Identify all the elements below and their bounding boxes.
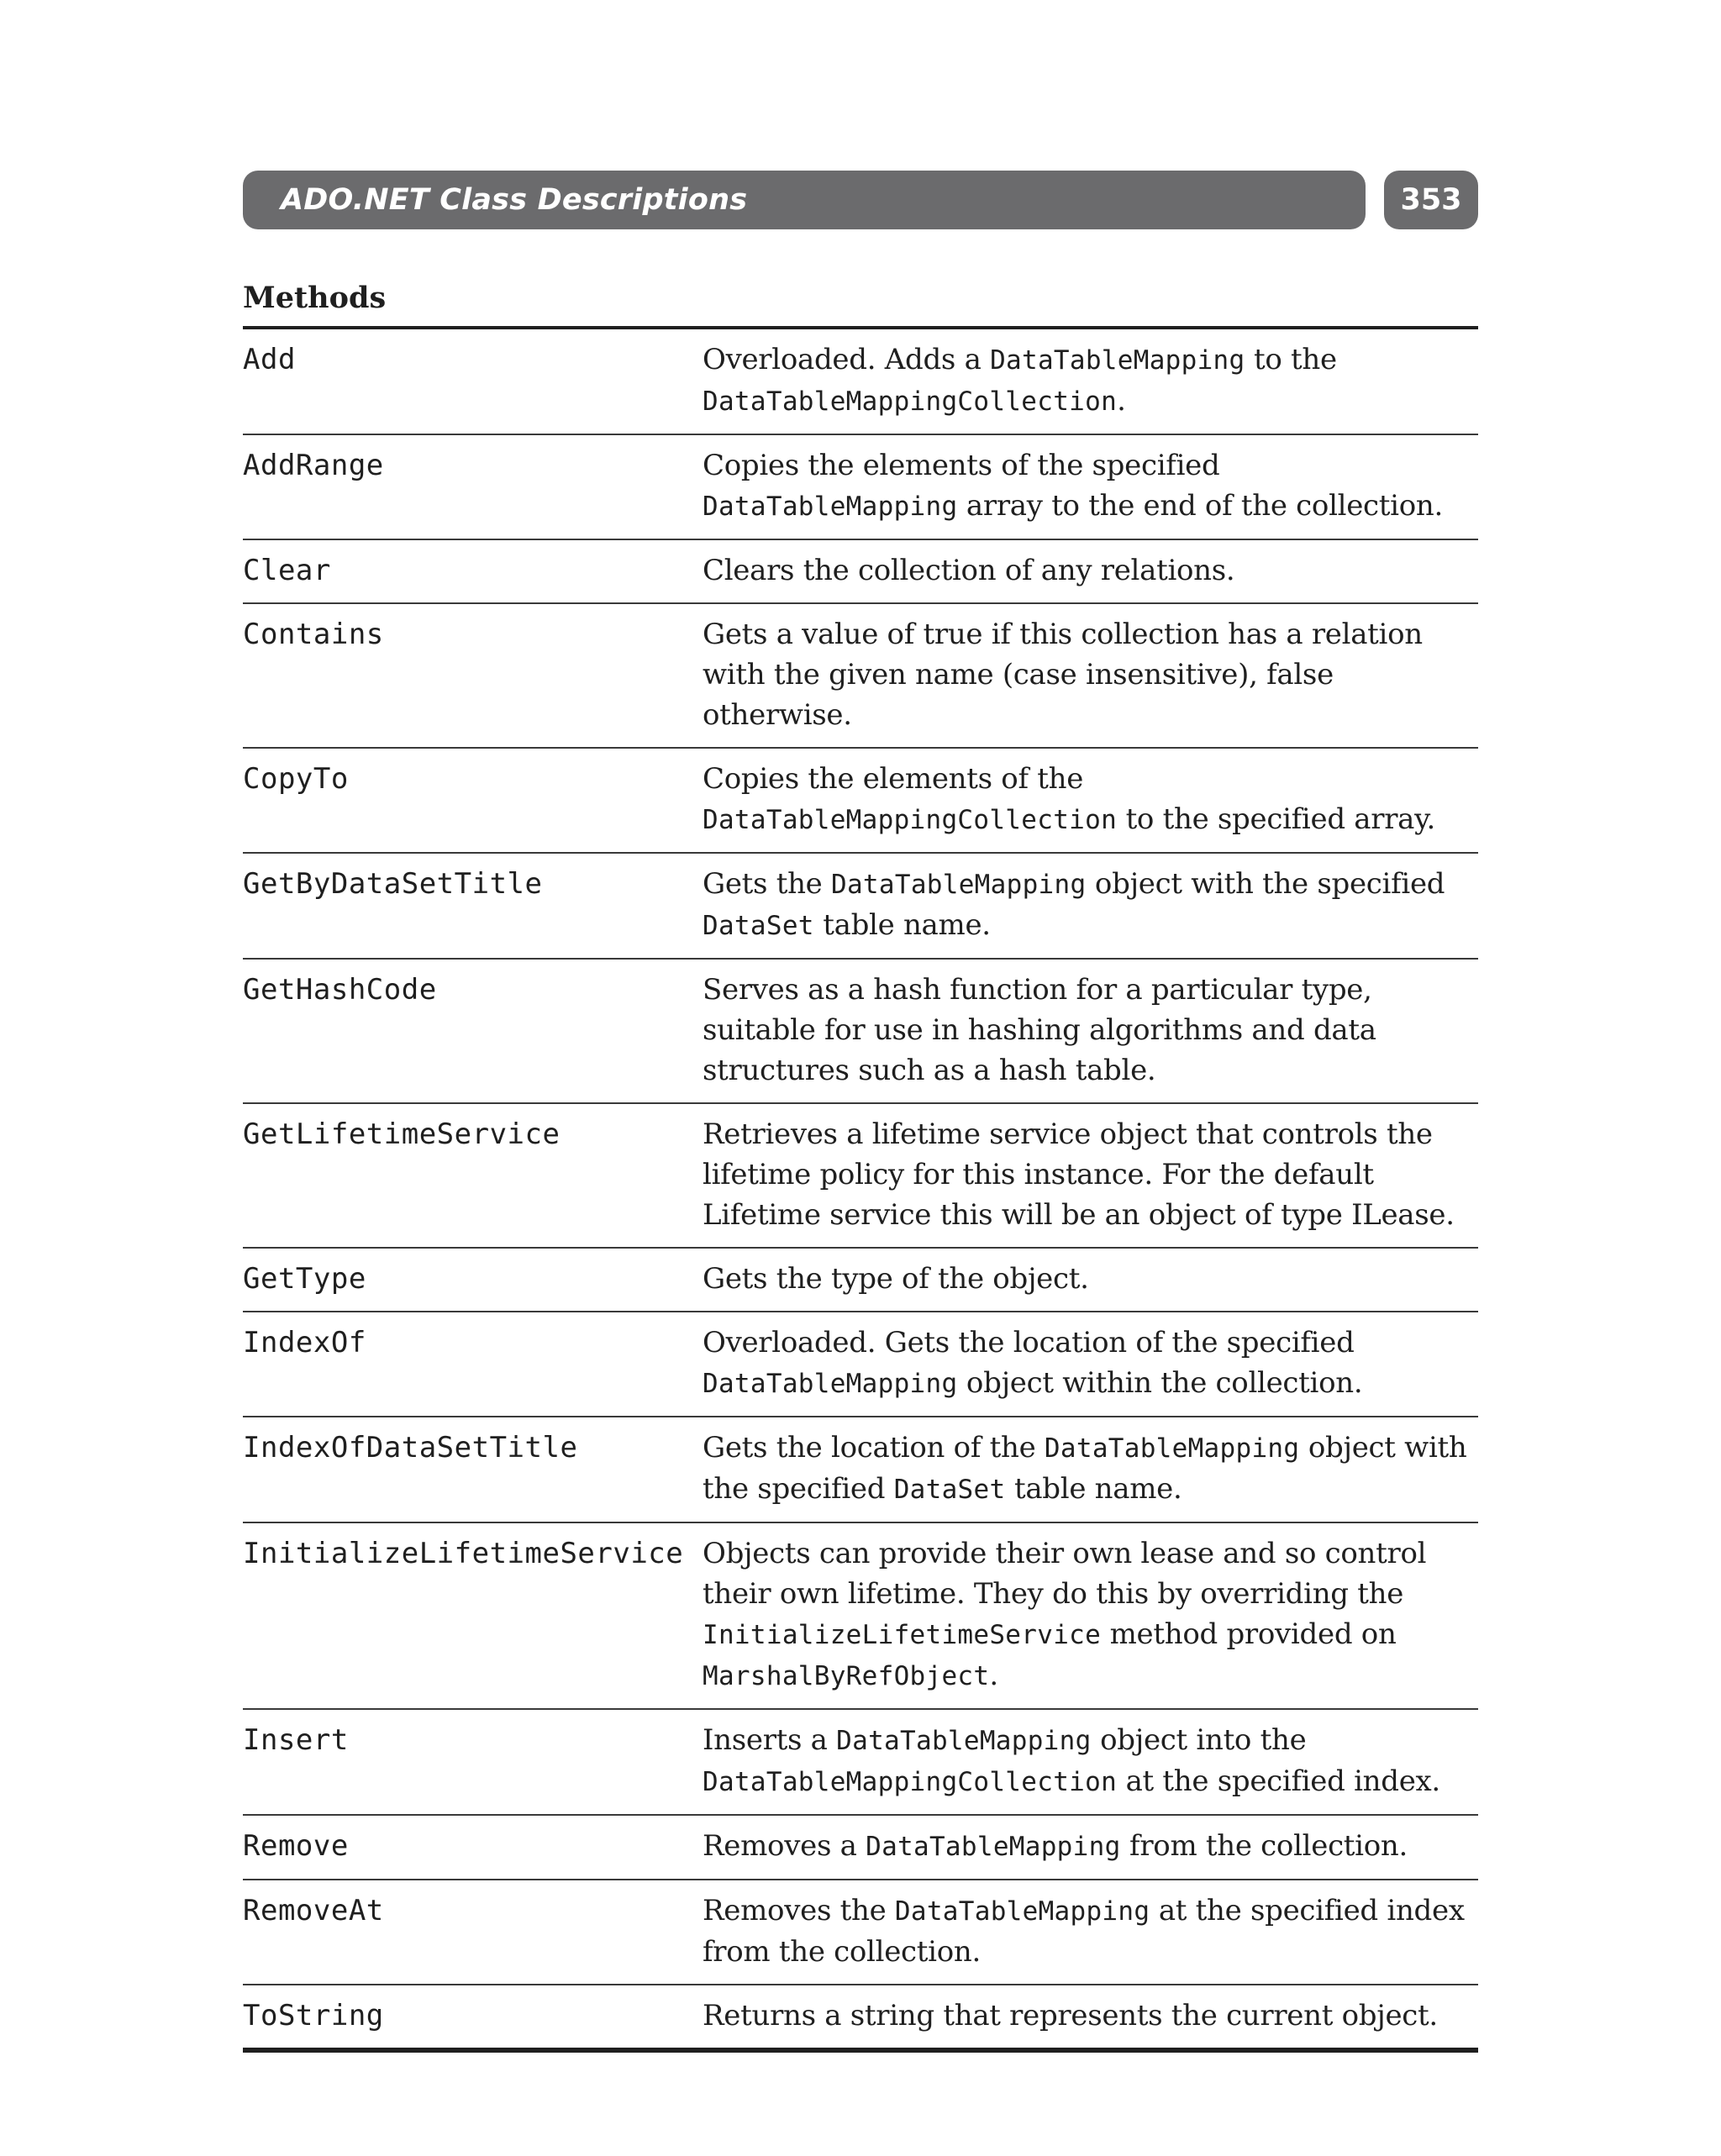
method-description: [703, 539, 1478, 603]
description-text: array to the end of the collection.: [957, 489, 1443, 523]
inline-code: DataTableMapping: [1044, 1433, 1300, 1464]
method-description: [703, 1985, 1478, 2050]
inline-code: DataTableMapping: [703, 1369, 958, 1399]
inline-code: DataTableMapping: [894, 1896, 1150, 1927]
description-text: object with the specified: [1086, 867, 1445, 901]
description-text: method provided on: [1101, 1617, 1397, 1651]
description-text: Gets the type of the object.: [703, 1262, 1089, 1296]
method-description: [703, 853, 1478, 959]
inline-code: DataTableMappingCollection: [703, 805, 1118, 835]
description-text: Objects can provide their own lease and so control their own lifetime. They do this by overriding the: [703, 1537, 1427, 1611]
description-text: Removes the: [703, 1894, 895, 1927]
description-text: Overloaded. Adds a: [703, 343, 991, 376]
description-text: object into the: [1091, 1723, 1307, 1757]
method-description: [703, 1709, 1478, 1815]
description-text: object within the collection.: [957, 1366, 1363, 1400]
table-row: [243, 853, 1478, 959]
table-row: [243, 748, 1478, 853]
method-name: GetType: [243, 1248, 703, 1312]
method-name: GetHashCode: [243, 959, 703, 1103]
method-name: IndexOf: [243, 1312, 703, 1417]
description-text: Copies the elements of the: [703, 762, 1084, 796]
table-row: [243, 1880, 1478, 1985]
method-description: [703, 1312, 1478, 1417]
description-text: Serves as a hash function for a particular type, suitable for use in hashing algorithms and data structures such as a hash table.: [703, 973, 1376, 1087]
description-text: Copies the elements of the specified: [703, 449, 1220, 482]
method-description: [703, 1522, 1478, 1709]
inline-code: DataTableMappingCollection: [703, 387, 1118, 417]
table-row: [243, 1312, 1478, 1417]
running-header: [243, 171, 1478, 229]
method-description: [703, 434, 1478, 539]
description-text: Retrieves a lifetime service object that controls the lifetime policy for this instance. For the default Lifetime service this will be an object of type ILease.: [703, 1117, 1455, 1232]
description-text: Removes a: [703, 1829, 866, 1863]
chapter-title: ADO.NET Class Descriptions: [281, 183, 748, 217]
methods-table: [243, 329, 1478, 2053]
table-row: [243, 329, 1478, 434]
table-row: [243, 1815, 1478, 1880]
description-text: Gets the: [703, 867, 831, 901]
inline-code: DataTableMapping: [866, 1832, 1121, 1862]
description-text: Clears the collection of any relations.: [703, 554, 1235, 587]
method-name: RemoveAt: [243, 1880, 703, 1985]
method-name: Clear: [243, 539, 703, 603]
table-row: [243, 1417, 1478, 1522]
description-text: Gets a value of true if this collection has a relation with the given name (case insensitive), false otherwise.: [703, 618, 1423, 732]
method-name: GetLifetimeService: [243, 1103, 703, 1248]
method-name: AddRange: [243, 434, 703, 539]
page-number: 353: [1384, 171, 1478, 229]
table-row: [243, 1709, 1478, 1815]
method-description: [703, 1417, 1478, 1522]
description-text: .: [1117, 384, 1126, 418]
description-text: at the specified index.: [1117, 1764, 1440, 1798]
description-text: Gets the location of the: [703, 1431, 1045, 1465]
method-name: InitializeLifetimeService: [243, 1522, 703, 1709]
method-name: Insert: [243, 1709, 703, 1815]
table-row: [243, 959, 1478, 1103]
description-text: at the specified index from the collection.: [703, 1894, 1465, 1969]
method-description: [703, 1880, 1478, 1985]
method-description: [703, 329, 1478, 434]
inline-code: DataTableMapping: [990, 345, 1245, 376]
description-text: from the collection.: [1120, 1829, 1408, 1863]
methods-section: [243, 277, 1478, 2053]
description-text: object with the specified: [703, 1431, 1467, 1506]
description-text: to the: [1245, 343, 1337, 376]
method-description: [703, 1248, 1478, 1312]
method-name: Contains: [243, 603, 703, 748]
description-text: table name.: [813, 908, 991, 942]
inline-code: DataTableMapping: [836, 1726, 1092, 1756]
description-text: .: [989, 1659, 998, 1692]
method-description: [703, 1103, 1478, 1248]
table-row: [243, 434, 1478, 539]
table-row: [243, 539, 1478, 603]
inline-code: DataSet: [893, 1475, 1006, 1505]
method-description: [703, 748, 1478, 853]
description-text: Inserts a: [703, 1723, 837, 1757]
table-row: [243, 603, 1478, 748]
section-heading: Methods: [243, 277, 1478, 329]
table-row: [243, 1985, 1478, 2050]
inline-code: DataSet: [703, 911, 814, 941]
method-name: CopyTo: [243, 748, 703, 853]
table-row: [243, 1522, 1478, 1709]
method-name: IndexOfDataSetTitle: [243, 1417, 703, 1522]
table-row: [243, 1248, 1478, 1312]
inline-code: MarshalByRefObject: [703, 1661, 990, 1691]
description-text: to the specified array.: [1117, 802, 1436, 836]
method-description: [703, 1815, 1478, 1880]
inline-code: InitializeLifetimeService: [703, 1620, 1102, 1650]
method-description: [703, 959, 1478, 1103]
methods-table-body: [243, 329, 1478, 2050]
table-row: [243, 1103, 1478, 1248]
header-bar: [243, 171, 1366, 229]
method-name: GetByDataSetTitle: [243, 853, 703, 959]
inline-code: DataTableMapping: [703, 492, 958, 522]
method-name: ToString: [243, 1999, 384, 2032]
description-text: table name.: [1005, 1472, 1182, 1506]
method-name: Remove: [243, 1815, 703, 1880]
method-description: [703, 603, 1478, 748]
description-text: Returns a string that represents the current object.: [703, 1999, 1438, 2032]
inline-code: DataTableMappingCollection: [703, 1767, 1118, 1797]
method-name: Add: [243, 329, 703, 434]
inline-code: DataTableMapping: [831, 870, 1087, 900]
description-text: Overloaded. Gets the location of the specified: [703, 1326, 1355, 1359]
